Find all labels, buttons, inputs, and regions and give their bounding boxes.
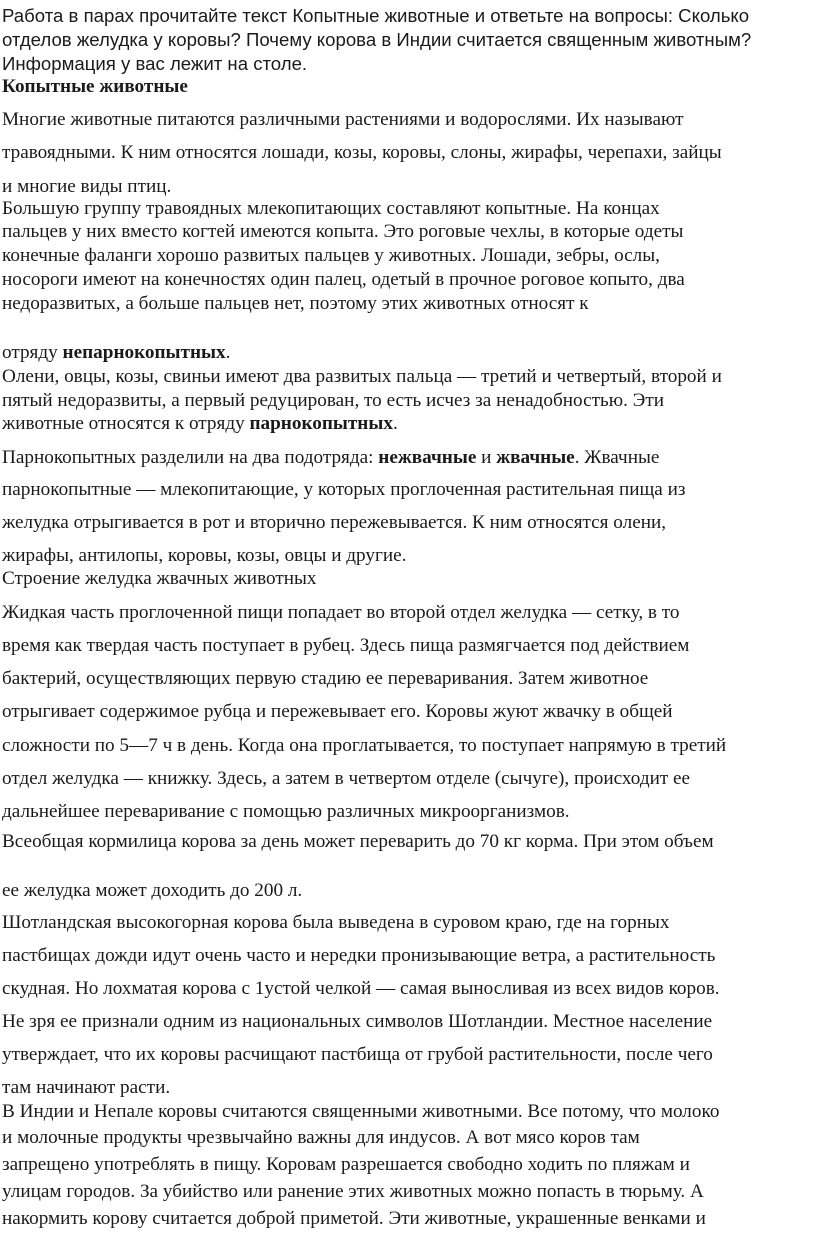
document-title: Копытные животные <box>2 76 188 97</box>
paragraph-line: улицам городов. За убийство или ранение этих животных можно попасть в тюрьму. А <box>2 1181 704 1202</box>
paragraph-line: время как твердая часть поступает в рубец. Здесь пища размягчается под действием <box>2 635 690 656</box>
paragraph-line: недоразвитых, а больше пальцев нет, поэтому этих животных относят к <box>2 293 589 314</box>
paragraph-line: Большую группу травоядных млекопитающих составляют копытные. На концах <box>2 198 660 219</box>
paragraph-line: бактерий, осуществляющих первую стадию ее переваривания. Затем животное <box>2 668 649 689</box>
paragraph-line: сложности по 5—7 ч в день. Когда она проглатывается, то поступает напрямую в третий <box>2 735 727 756</box>
paragraph-line: носороги имеют на конечностях один палец, одетый в прочное роговое копыто, два <box>2 269 685 290</box>
paragraph-line: Олени, овцы, козы, свиньи имеют два развитых пальца — третий и четвертый, второй и <box>2 366 722 387</box>
paragraph-line <box>2 446 659 470</box>
text-fragment: . <box>225 342 231 363</box>
paragraph-line: скудная. Но лохматая корова с 1устой челкой — самая выносливая из всех видов коров. <box>2 978 720 999</box>
text-fragment: . Жвачные <box>574 447 660 468</box>
paragraph-line: Не зря ее признали одним из национальных символов Шотландии. Местное население <box>2 1011 713 1032</box>
paragraph-line: травоядными. К ним относятся лошади, козы, коровы, слоны, жирафы, черепахи, зайцы <box>2 142 722 163</box>
paragraph-line: В Индии и Непале коровы считаются священными животными. Все потому, что молоко <box>2 1101 720 1122</box>
task-line-1: Работа в парах прочитайте текст Копытные животные и ответьте на вопросы: Сколько <box>2 5 750 26</box>
paragraph-line: утверждает, что их коровы расчищают пастбища от грубой растительности, после чего <box>2 1044 713 1065</box>
section-subtitle: Строение желудка жвачных животных <box>2 568 317 589</box>
paragraph-line: парнокопытные — млекопитающие, у которых проглоченная растительная пища из <box>2 479 686 500</box>
paragraph-line: отдел желудка — книжку. Здесь, а затем в четвертом отделе (сычуге), происходит ее <box>2 768 691 789</box>
paragraph-line: ее желудка может доходить до 200 л. <box>2 880 303 901</box>
paragraph-line: пастбищах дожди идут очень часто и нередки пронизывающие ветра, а растительность <box>2 945 716 966</box>
paragraph-line: конечные фаланги хорошо развитых пальцев у животных. Лошади, зебры, ослы, <box>2 245 660 266</box>
paragraph-line: жирафы, антилопы, коровы, козы, овцы и другие. <box>2 545 407 566</box>
paragraph-line: пальцев у них вместо когтей имеются копыта. Это роговые чехлы, в которые одеты <box>2 221 684 242</box>
term-even-toed: парнокопытных <box>249 413 393 434</box>
text-fragment: . <box>392 413 398 434</box>
paragraph-line: дальнейшее переваривание с помощью различных микроорганизмов. <box>2 801 570 822</box>
paragraph-line: и молочные продукты чрезвычайно важны для индусов. А вот мясо коров там <box>2 1127 640 1148</box>
paragraph-line: накормить корову считается доброй приметой. Эти животные, украшенные венками и <box>2 1208 706 1229</box>
text-fragment: Парнокопытных разделили на два подотряда: <box>2 447 379 468</box>
term-non-ruminant: нежвачные <box>378 447 477 468</box>
text-fragment: животные относятся к отряду <box>2 413 250 434</box>
term-ruminant: жвачные <box>496 447 575 468</box>
paragraph-line: Многие животные питаются различными растениями и водорослями. Их называют <box>2 109 684 130</box>
paragraph-line: желудка отрыгивается в рот и вторично пережевывается. К ним относятся олени, <box>2 512 667 533</box>
text-fragment: отряду <box>2 342 63 363</box>
paragraph-line: запрещено употреблять в пищу. Коровам разрешается свободно ходить по пляжам и <box>2 1154 690 1175</box>
paragraph-line: Всеобщая кормилица корова за день может переварить до 70 кг корма. При этом объем <box>2 831 714 852</box>
paragraph-line <box>2 412 398 436</box>
text-fragment: и <box>476 447 497 468</box>
term-odd-toed: непарнокопытных <box>62 342 226 363</box>
paragraph-line: Жидкая часть проглоченной пищи попадает во второй отдел желудка — сетку, в то <box>2 602 680 623</box>
paragraph-line: там начинают расти. <box>2 1077 171 1098</box>
paragraph-line: пятый недоразвиты, а первый редуцирован, то есть исчез за ненадобностью. Эти <box>2 390 665 411</box>
paragraph-line <box>2 341 230 365</box>
paragraph-line: и многие виды птиц. <box>2 176 172 197</box>
task-line-3: Информация у вас лежит на столе. <box>2 53 308 74</box>
paragraph-line: Шотландская высокогорная корова была выведена в суровом краю, где на горных <box>2 912 670 933</box>
paragraph-line: отрыгивает содержимое рубца и пережевывает его. Коровы жуют жвачку в общей <box>2 701 673 722</box>
task-line-2: отделов желудка у коровы? Почему корова в Индии считается священным животным? <box>2 29 752 50</box>
